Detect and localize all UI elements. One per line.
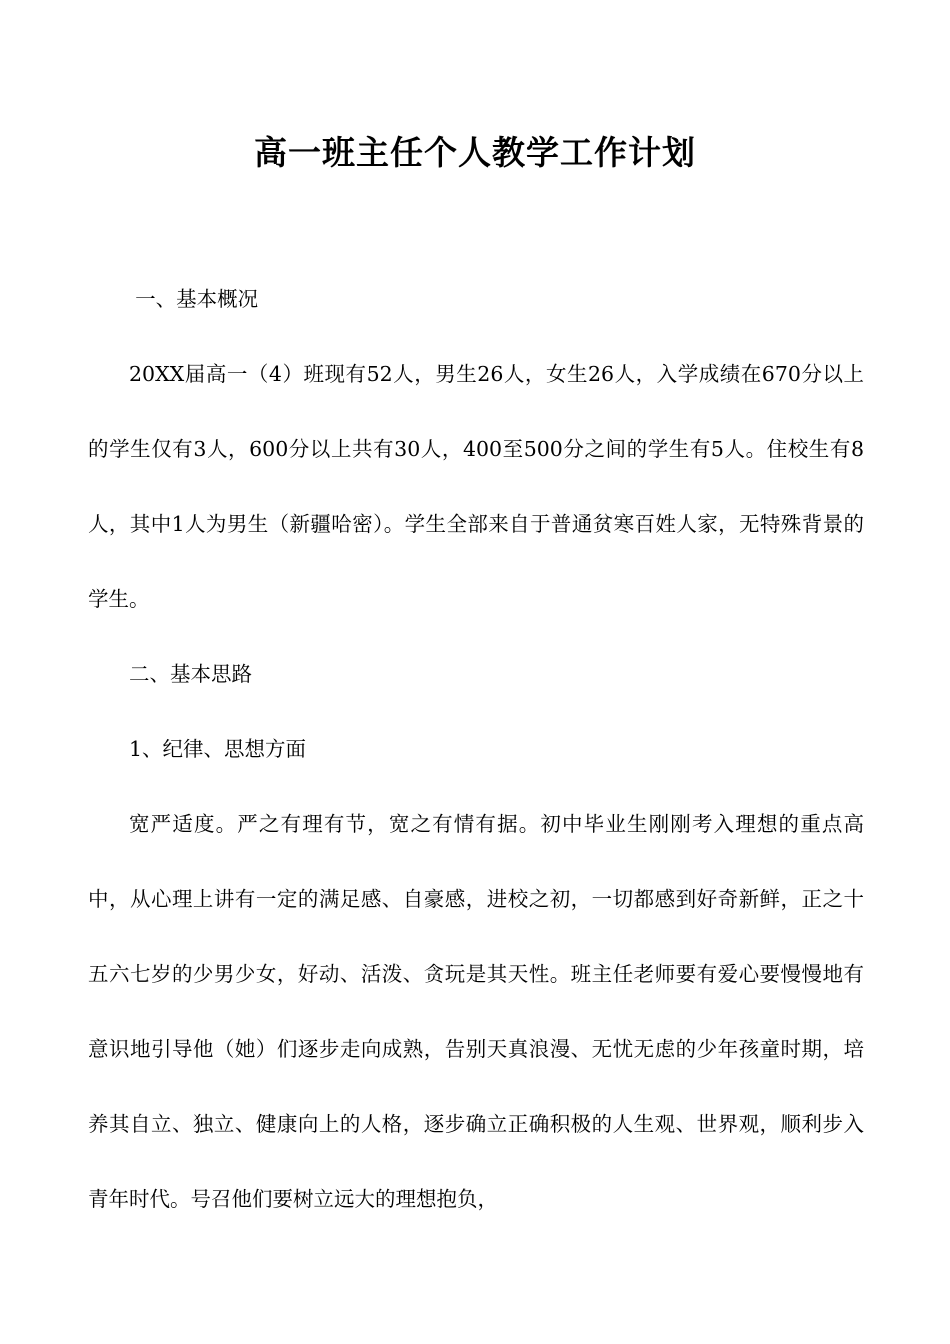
document-title: 高一班主任个人教学工作计划 (254, 133, 696, 172)
subsection-heading-discipline: 1、纪律、思想方面 (129, 737, 307, 761)
document-body (88, 262, 864, 1237)
paragraph-discipline: 宽严适度。严之有理有节，宽之有情有据。初中毕业生刚刚考入理想的重点高中，从心理上讲有一定的满足感、自豪感，进校之初，一切都感到好奇新鲜，正之十五六七岁的少男少女，好动、活泼、贪玩是其天性。班主任老师要有爱心要慢慢地有意识地引导他（她）们逐步走向成熟，告别天真浪漫、无忧无虑的少年孩童时期，培养其自立、独立、健康向上的人格，逐步确立正确积极的人生观、世界观，顺利步入青年时代。号召他们要树立远大的理想抱负， (88, 812, 864, 1211)
section-heading-approach: 二、基本思路 (129, 662, 252, 686)
section-heading-overview: 一、基本概况 (135, 287, 259, 311)
paragraph-overview: 20XX届高一（4）班现有52人，男生26人，女生26人，入学成绩在670分以上的学生仅有3人，600分以上共有30人，400至500分之间的学生有5人。住校生有8人，其中1人为男生（新疆哈密）。学生全部来自于普通贫寒百姓人家，无特殊背景的学生。 (88, 362, 864, 611)
